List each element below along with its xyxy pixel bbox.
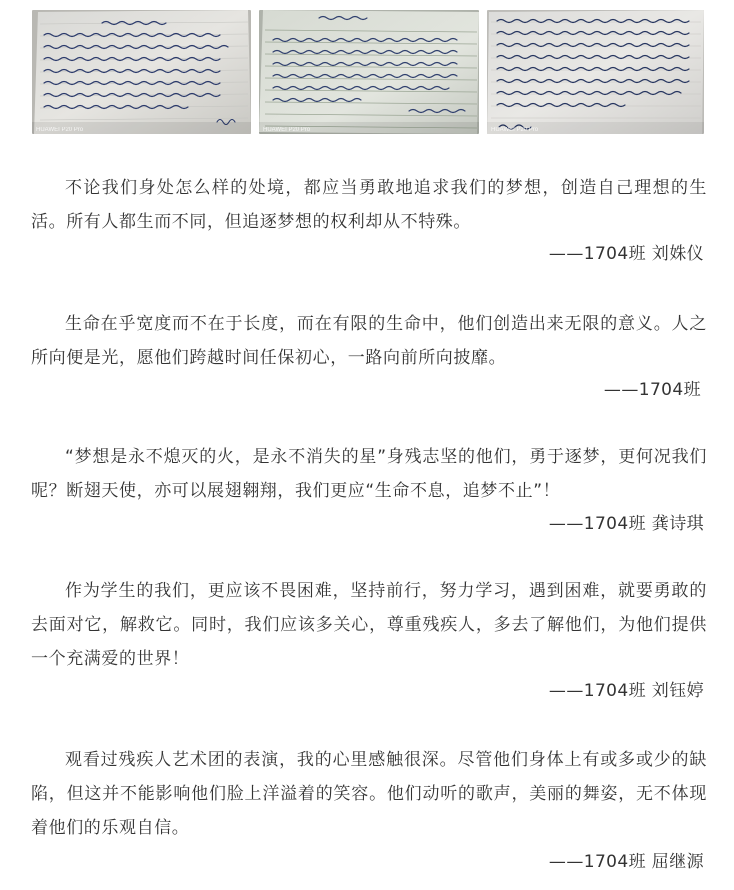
reflection-signature-4: ——1704班 刘钰婷 — [548, 681, 704, 701]
reflection-signature-5: ——1704班 屈继源 — [548, 852, 704, 872]
photo-watermark-2: HUAWEI P20 Pro — [263, 127, 311, 133]
reflection-paragraph-1: 不论我们身处怎么样的处境，都应当勇敢地追求我们的梦想，创造自己理想的生活。所有人都生而不同，但追逐梦想的权利却从不特殊。 — [31, 178, 707, 232]
photo-watermark-1: HUAWEI P20 Pro — [36, 127, 84, 133]
reflection-signature-2: ——1704班 — [603, 380, 701, 400]
reflection-paragraph-2: 生命在乎宽度而不在于长度，而在有限的生命中，他们创造出来无限的意义。人之所向便是光，愿他们跨越时间任保初心，一路向前所向披靡。 — [31, 314, 707, 368]
reflection-signature-1: ——1704班 刘姝仪 — [548, 244, 704, 264]
reflection-paragraph-5: 观看过残疾人艺术团的表演，我的心里感触很深。尽管他们身体上有或多或少的缺陷，但这并不能影响他们脸上洋溢着的笑容。他们动听的歌声，美丽的舞姿，无不体现着他们的乐观自信。 — [31, 750, 707, 838]
handwritten-notes-photo-strip — [32, 10, 704, 134]
photo-watermark-3: HUAWEI P20 Pro — [491, 127, 539, 133]
reflection-signature-3: ——1704班 龚诗琪 — [548, 514, 704, 534]
handwritten-note-photo-2 — [259, 10, 479, 134]
reflection-paragraph-3: “梦想是永不熄灭的火，是永不消失的星”身残志坚的他们，勇于逐梦，更何况我们呢？断翅天使，亦可以展翅翱翔，我们更应“生命不息，追梦不止”！ — [31, 447, 707, 501]
handwritten-note-photo-1 — [32, 10, 251, 134]
handwritten-note-photo-3 — [487, 10, 704, 134]
reflection-paragraph-4: 作为学生的我们，更应该不畏困难，坚持前行，努力学习，遇到困难，就要勇敢的去面对它，解救它。同时，我们应该多关心，尊重残疾人，多去了解他们，为他们提供一个充满爱的世界！ — [31, 581, 707, 669]
